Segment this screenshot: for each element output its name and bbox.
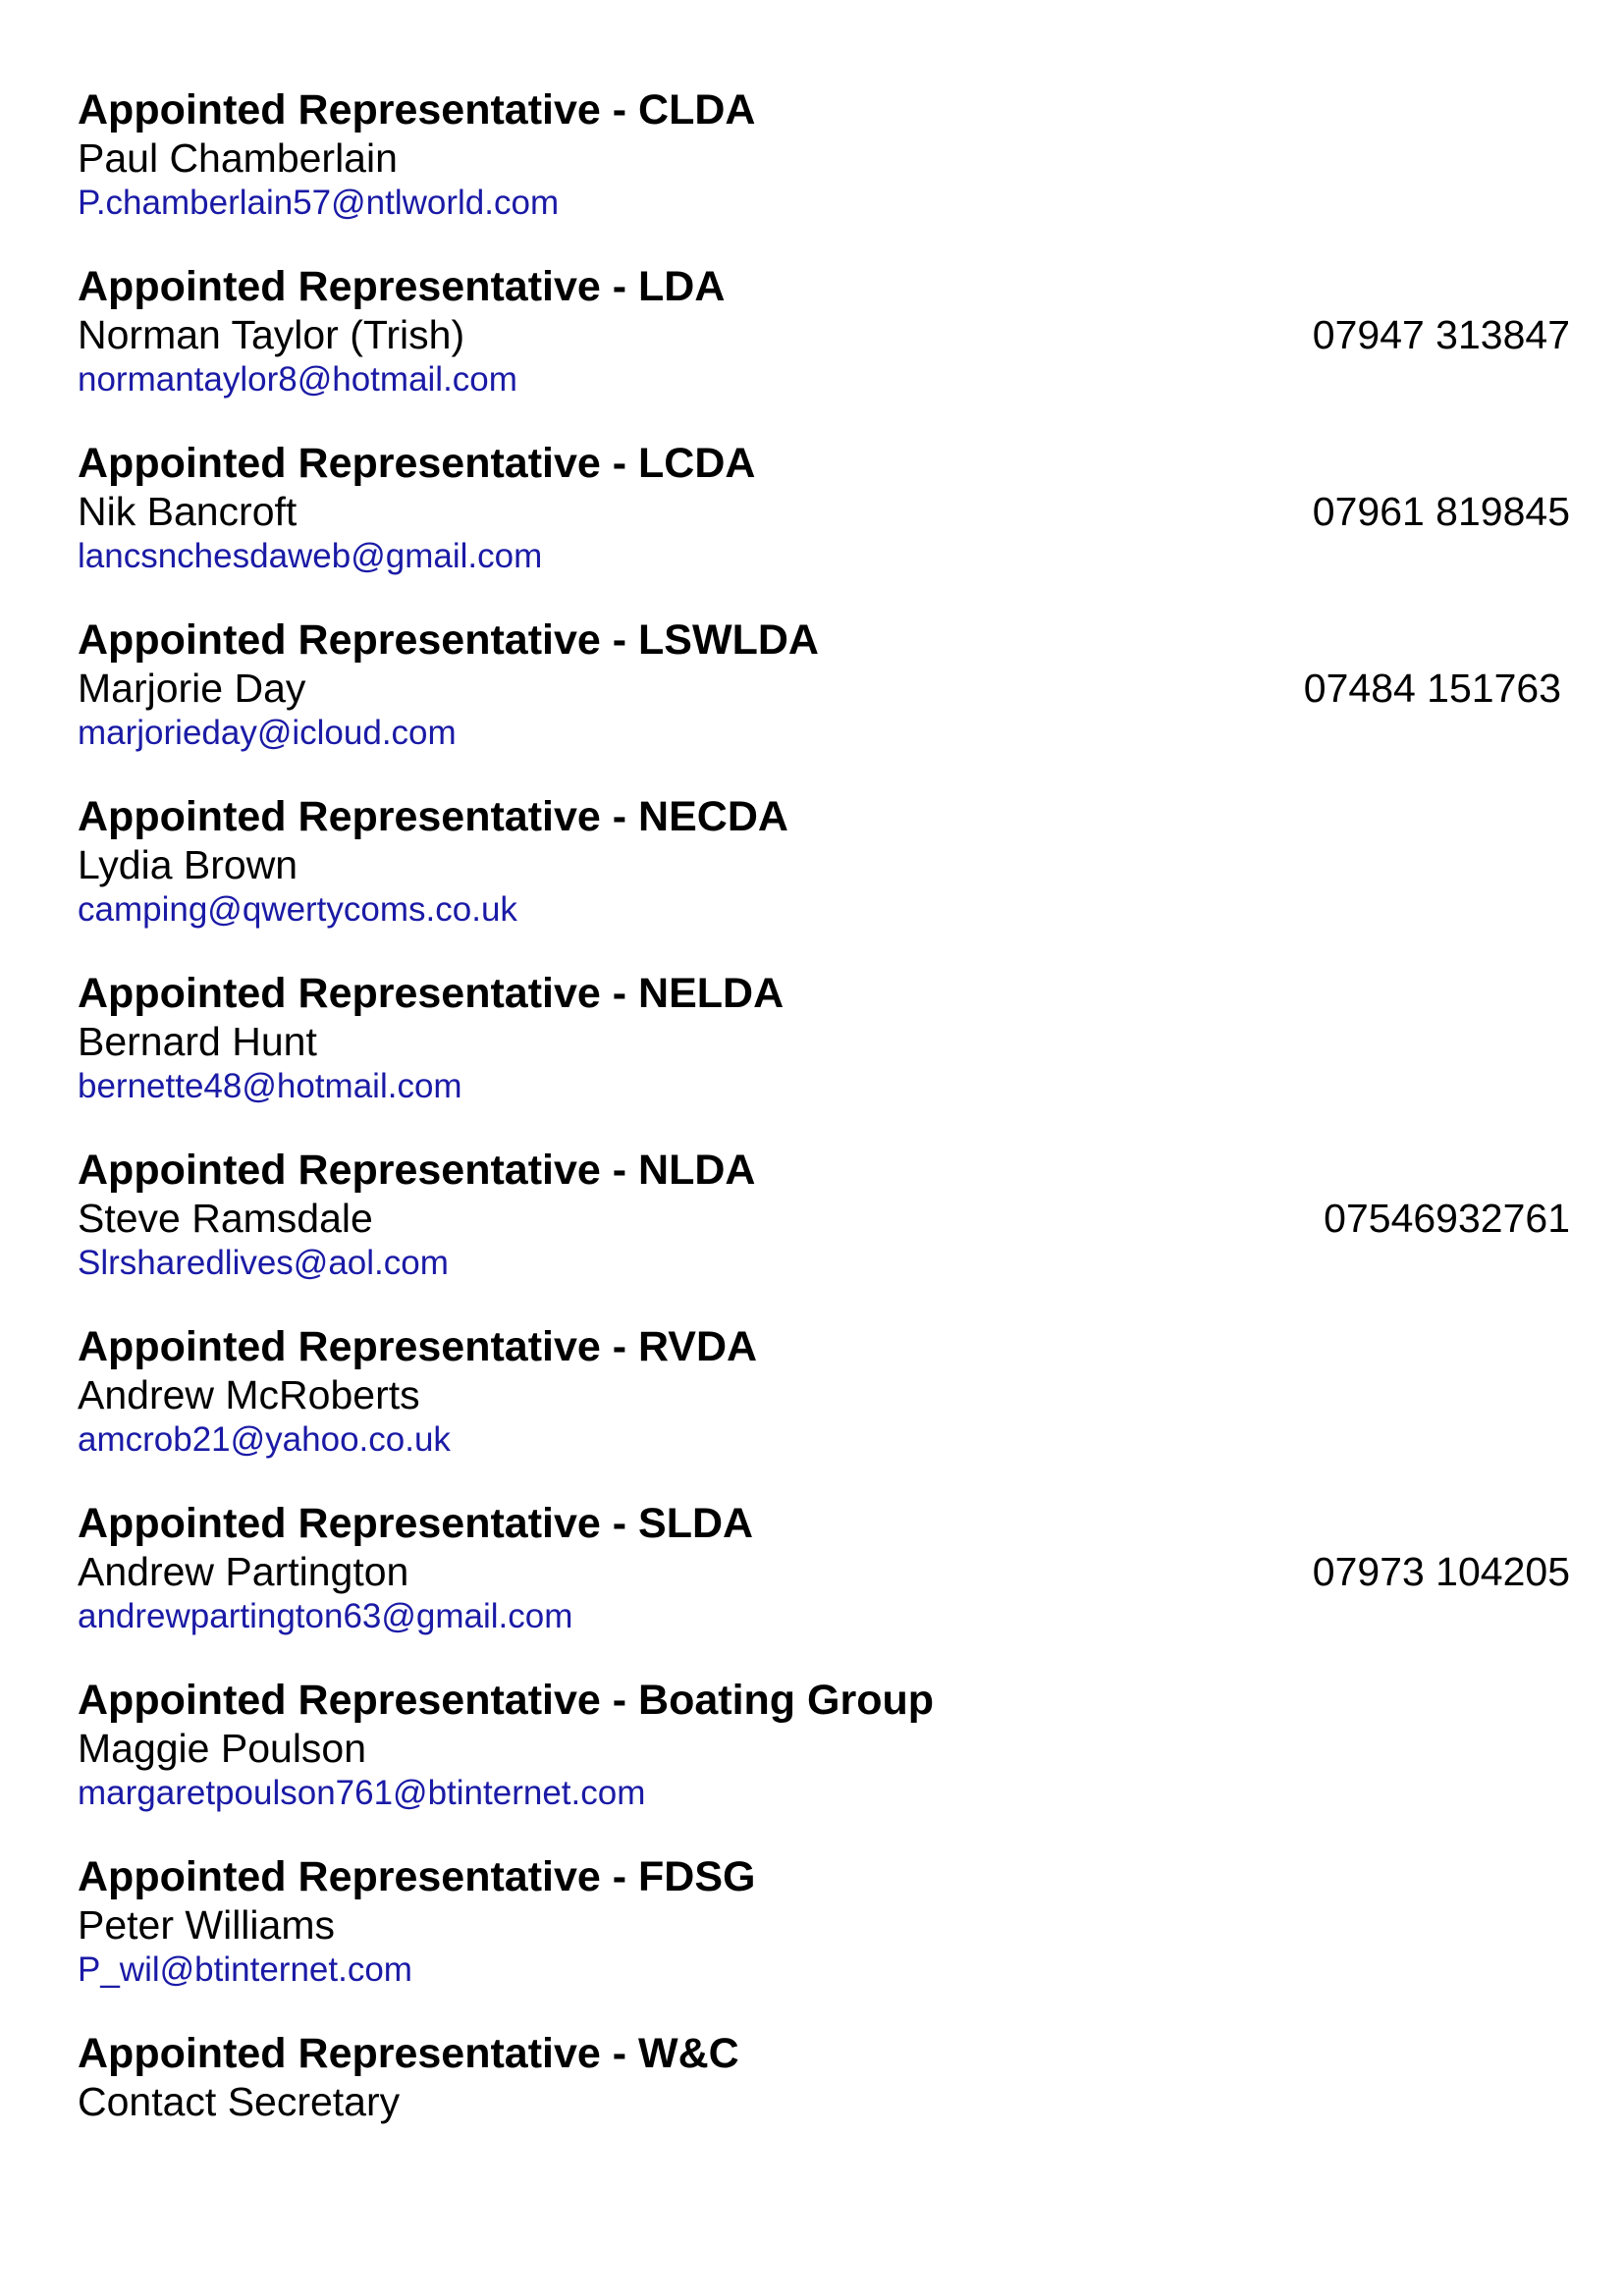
entry-email-link[interactable]: P_wil@btinternet.com [78, 1950, 412, 1989]
representative-entry-necda [78, 791, 1570, 958]
entry-email-link[interactable]: bernette48@hotmail.com [78, 1067, 462, 1105]
entry-title: Appointed Representative - SLDA [78, 1500, 754, 1547]
representative-entry-lcda [78, 438, 1570, 605]
entry-phone: 07546932761 [1324, 1196, 1570, 1241]
entry-name: Norman Taylor (Trish) [78, 312, 465, 357]
representative-entry-slda [78, 1498, 1570, 1665]
entry-email-link[interactable]: P.chamberlain57@ntlworld.com [78, 184, 560, 222]
representative-entry-lda [78, 261, 1570, 428]
entry-name: Steve Ramsdale [78, 1196, 373, 1241]
entry-name: Contact Secretary [78, 2079, 401, 2124]
entry-name: Paul Chamberlain [78, 135, 398, 181]
entry-email-link[interactable]: margaretpoulson761@btinternet.com [78, 1774, 646, 1812]
entry-name: Lydia Brown [78, 842, 298, 887]
entry-title: Appointed Representative - NLDA [78, 1147, 756, 1194]
entry-phone: 07961 819845 [1312, 489, 1570, 534]
entry-email-link[interactable]: marjorieday@icloud.com [78, 714, 457, 752]
representative-entry-w-and-c [78, 2028, 1570, 2195]
entry-phone: 07947 313847 [1312, 312, 1570, 357]
entry-title: Appointed Representative - LCDA [78, 440, 756, 487]
entry-title: Appointed Representative - Boating Group [78, 1677, 934, 1724]
entry-name: Maggie Poulson [78, 1726, 367, 1771]
entry-name: Nik Bancroft [78, 489, 298, 534]
entry-name: Andrew McRoberts [78, 1372, 420, 1417]
entry-email-link[interactable]: andrewpartington63@gmail.com [78, 1597, 573, 1635]
representative-entry-nelda [78, 968, 1570, 1135]
entry-email-link[interactable]: Slrsharedlives@aol.com [78, 1244, 449, 1282]
representative-entry-nlda [78, 1145, 1570, 1311]
entry-email-link[interactable]: normantaylor8@hotmail.com [78, 360, 517, 399]
entry-title: Appointed Representative - RVDA [78, 1323, 758, 1370]
entry-title: Appointed Representative - FDSG [78, 1853, 756, 1900]
entry-name: Bernard Hunt [78, 1019, 317, 1064]
entry-name: Peter Williams [78, 1902, 335, 1948]
entry-email-link[interactable]: lancsnchesdaweb@gmail.com [78, 537, 543, 575]
entry-title: Appointed Representative - NECDA [78, 793, 788, 840]
representative-entry-lswlda [78, 614, 1570, 781]
representative-entry-fdsg [78, 1851, 1570, 2018]
entry-phone: 07973 104205 [1312, 1549, 1570, 1594]
entry-title: Appointed Representative - W&C [78, 2030, 739, 2077]
entry-email-link[interactable]: amcrob21@yahoo.co.uk [78, 1420, 451, 1459]
entry-email-link[interactable]: camping@qwertycoms.co.uk [78, 890, 517, 929]
entry-name: Andrew Partington [78, 1549, 409, 1594]
entry-title: Appointed Representative - LSWLDA [78, 616, 819, 664]
representative-entry-rvda [78, 1321, 1570, 1488]
entry-title: Appointed Representative - CLDA [78, 86, 756, 133]
representative-entry-clda [78, 84, 1570, 251]
entry-title: Appointed Representative - NELDA [78, 970, 785, 1017]
entry-title: Appointed Representative - LDA [78, 263, 726, 310]
representative-entry-boating-group [78, 1675, 1570, 1842]
entry-name: Marjorie Day [78, 666, 306, 711]
entry-phone: 07484 151763 [1303, 666, 1561, 711]
